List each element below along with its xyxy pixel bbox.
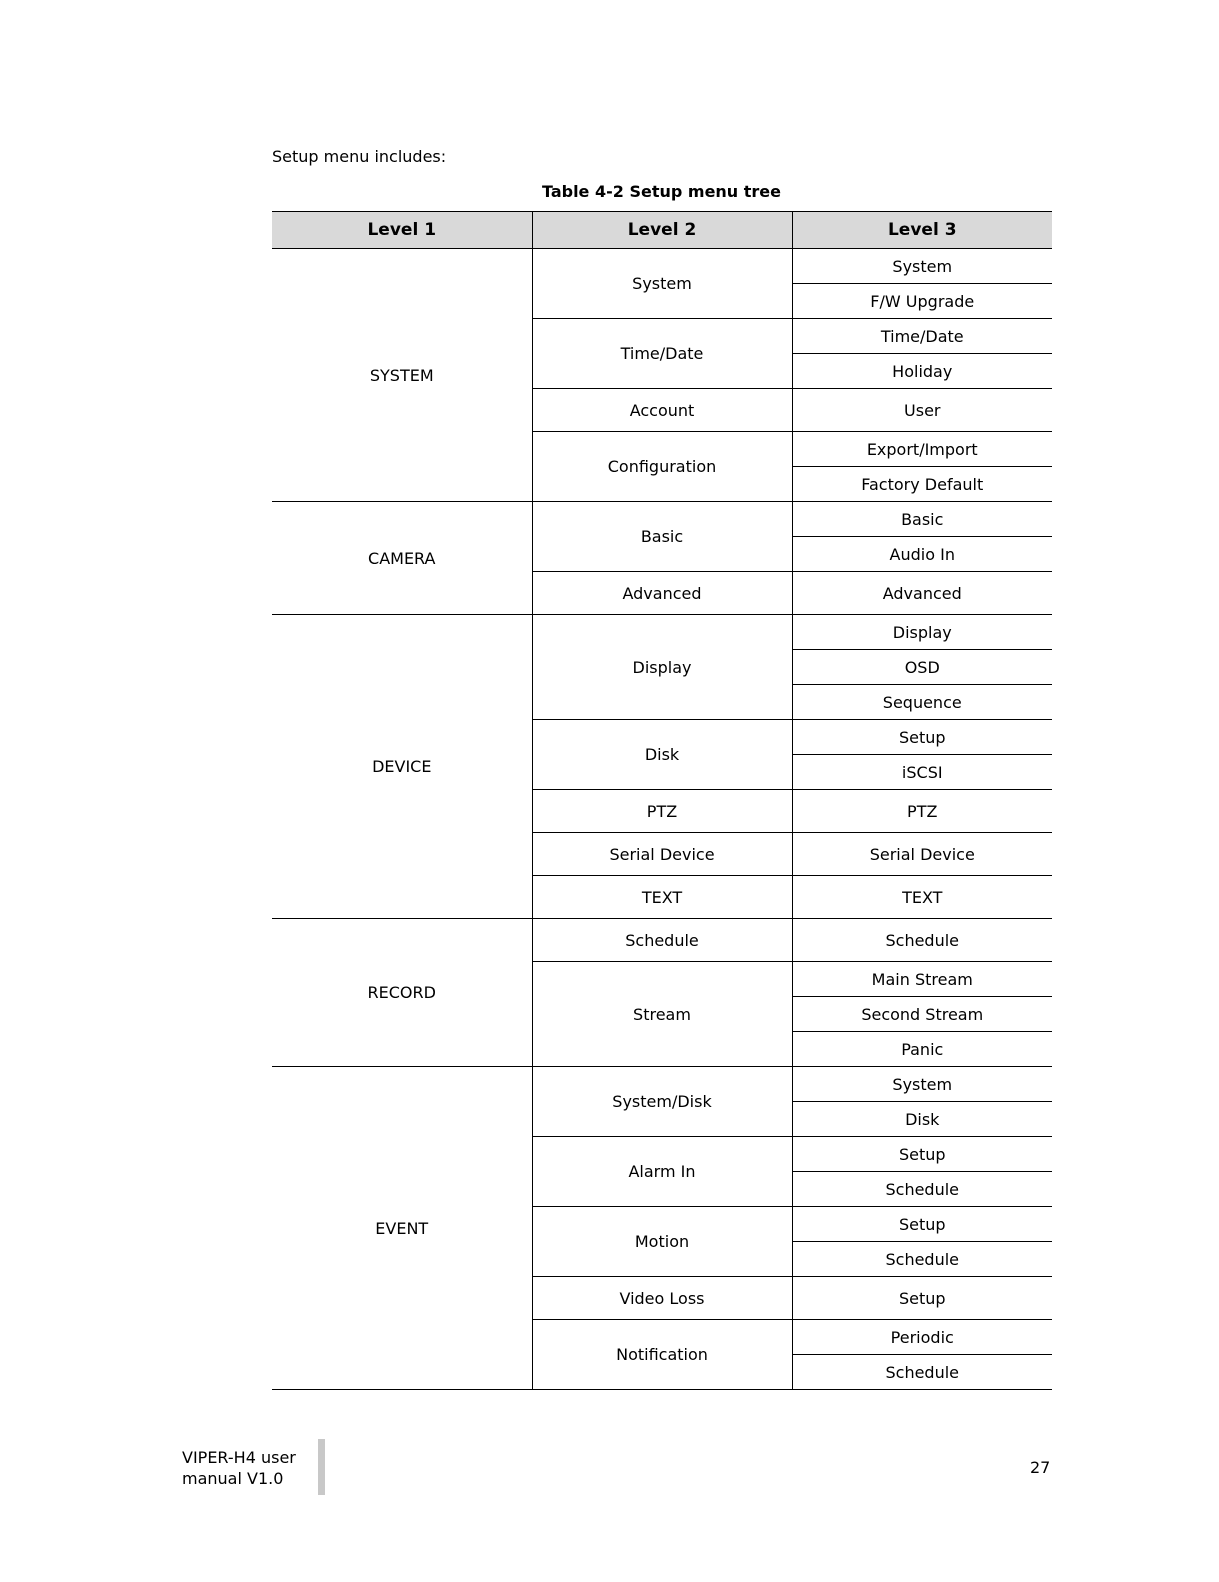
level-3-cell: iSCSI bbox=[792, 755, 1052, 790]
level-2-cell: Configuration bbox=[532, 432, 792, 502]
footer-doc-line-1: VIPER-H4 user bbox=[182, 1448, 296, 1467]
header-level-1: Level 1 bbox=[272, 212, 532, 249]
page-number: 27 bbox=[1030, 1458, 1051, 1477]
level-2-cell: System/Disk bbox=[532, 1067, 792, 1137]
level-3-cell: F/W Upgrade bbox=[792, 284, 1052, 319]
header-row bbox=[272, 212, 1052, 249]
level-3-cell: Basic bbox=[792, 502, 1052, 537]
level-2-cell: Video Loss bbox=[532, 1277, 792, 1320]
footer-doc-line-2: manual V1.0 bbox=[182, 1469, 284, 1488]
level-1-cell: SYSTEM bbox=[272, 249, 532, 502]
level-2-cell: Motion bbox=[532, 1207, 792, 1277]
table-caption: Table 4-2 Setup menu tree bbox=[541, 182, 782, 201]
level-2-cell: Advanced bbox=[532, 572, 792, 615]
level-3-cell: System bbox=[792, 249, 1052, 284]
level-3-cell: Time/Date bbox=[792, 319, 1052, 354]
level-2-cell: Display bbox=[532, 615, 792, 720]
footer-divider bbox=[318, 1439, 325, 1495]
level-3-cell: Schedule bbox=[792, 1242, 1052, 1277]
setup-menu-table bbox=[272, 211, 1052, 1390]
level-3-cell: Sequence bbox=[792, 685, 1052, 720]
table-row bbox=[272, 615, 1052, 650]
level-1-cell: DEVICE bbox=[272, 615, 532, 919]
level-2-cell: Time/Date bbox=[532, 319, 792, 389]
header-level-2: Level 2 bbox=[532, 212, 792, 249]
level-3-cell: Panic bbox=[792, 1032, 1052, 1067]
level-1-cell: RECORD bbox=[272, 919, 532, 1067]
level-2-cell: Basic bbox=[532, 502, 792, 572]
table-row bbox=[272, 249, 1052, 284]
level-3-cell: Holiday bbox=[792, 354, 1052, 389]
level-3-cell: Factory Default bbox=[792, 467, 1052, 502]
level-2-cell: Alarm In bbox=[532, 1137, 792, 1207]
level-2-cell: Account bbox=[532, 389, 792, 432]
level-3-cell: Display bbox=[792, 615, 1052, 650]
level-3-cell: Schedule bbox=[792, 1172, 1052, 1207]
level-3-cell: Disk bbox=[792, 1102, 1052, 1137]
level-2-cell: Disk bbox=[532, 720, 792, 790]
level-3-cell: Audio In bbox=[792, 537, 1052, 572]
level-3-cell: Setup bbox=[792, 1277, 1052, 1320]
level-3-cell: Second Stream bbox=[792, 997, 1052, 1032]
table-row bbox=[272, 919, 1052, 962]
level-3-cell: Setup bbox=[792, 1137, 1052, 1172]
level-3-cell: TEXT bbox=[792, 876, 1052, 919]
level-2-cell: TEXT bbox=[532, 876, 792, 919]
level-2-cell: Serial Device bbox=[532, 833, 792, 876]
level-3-cell: Advanced bbox=[792, 572, 1052, 615]
table-row bbox=[272, 502, 1052, 537]
level-2-cell: Stream bbox=[532, 962, 792, 1067]
level-3-cell: Setup bbox=[792, 720, 1052, 755]
level-3-cell: Export/Import bbox=[792, 432, 1052, 467]
level-3-cell: Main Stream bbox=[792, 962, 1052, 997]
level-3-cell: Schedule bbox=[792, 1355, 1052, 1390]
level-3-cell: OSD bbox=[792, 650, 1052, 685]
header-level-3: Level 3 bbox=[792, 212, 1052, 249]
level-3-cell: Schedule bbox=[792, 919, 1052, 962]
level-3-cell: Periodic bbox=[792, 1320, 1052, 1355]
level-1-cell: EVENT bbox=[272, 1067, 532, 1390]
intro-text: Setup menu includes: bbox=[272, 147, 447, 166]
level-2-cell: System bbox=[532, 249, 792, 319]
level-3-cell: Serial Device bbox=[792, 833, 1052, 876]
level-3-cell: PTZ bbox=[792, 790, 1052, 833]
footer-doc-title bbox=[182, 1447, 296, 1489]
level-3-cell: System bbox=[792, 1067, 1052, 1102]
level-2-cell: Schedule bbox=[532, 919, 792, 962]
level-2-cell: PTZ bbox=[532, 790, 792, 833]
level-3-cell: Setup bbox=[792, 1207, 1052, 1242]
level-1-cell: CAMERA bbox=[272, 502, 532, 615]
level-2-cell: Notification bbox=[532, 1320, 792, 1390]
level-3-cell: User bbox=[792, 389, 1052, 432]
table-row bbox=[272, 1067, 1052, 1102]
